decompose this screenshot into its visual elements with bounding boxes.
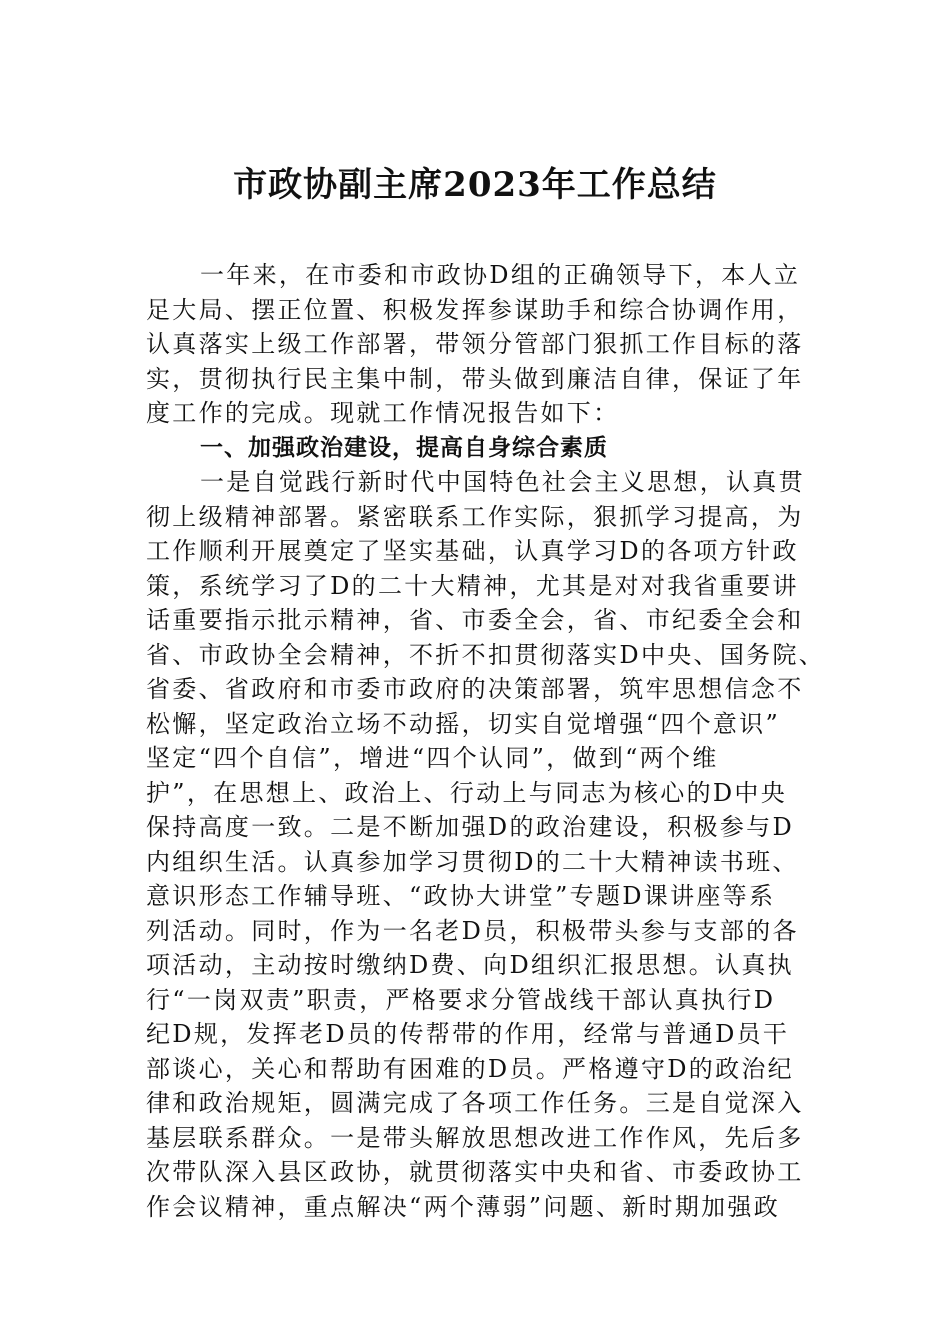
paragraph-line: 意识形态工作辅导班、“政协大讲堂”专题D课讲座等系 (146, 882, 776, 910)
paragraph-line: 次带队深入县区政协，就贯彻落实中央和省、市委政协工 (146, 1158, 804, 1186)
paragraph-line: 省委、省政府和市委市政府的决策部署，筑牢思想信念不 (146, 675, 804, 703)
paragraph-line: 律和政治规矩，圆满完成了各项工作任务。三是自觉深入 (146, 1089, 804, 1117)
paragraph-line: 省、市政协全会精神，不折不扣贯彻落实D中央、国务院、 (146, 640, 826, 669)
paragraph-line: 基层联系群众。一是带头解放思想改进工作作风，先后多 (146, 1123, 804, 1152)
paragraph-line: 内组织生活。认真参加学习贯彻D的二十大精神读书班、 (146, 847, 799, 876)
document-title: 市政协副主席2023年工作总结 (233, 165, 717, 205)
section-heading: 一、加强政治建设，提高自身综合素质 (200, 434, 608, 461)
paragraph-intro-line: 足大局、摆正位置、积极发挥参谋助手和综合协调作用， (146, 295, 804, 324)
paragraph-line: 作会议精神，重点解决“两个薄弱”问题、新时期加强政 (146, 1192, 781, 1221)
document-body (146, 258, 826, 1224)
paragraph-line: 一是自觉践行新时代中国特色社会主义思想，认真贯 (200, 468, 805, 496)
paragraph-intro-line: 度工作的完成。现就工作情况报告如下： (146, 399, 620, 427)
paragraph-line: 列活动。同时，作为一名老D员，积极带头参与支部的各 (146, 916, 799, 945)
paragraph-intro-line: 一年来，在市委和市政协D组的正确领导下，本人立 (200, 261, 801, 289)
paragraph-intro-line: 实，贯彻执行民主集中制，带头做到廉洁自律，保证了年 (146, 364, 804, 393)
paragraph-line: 彻上级精神部署。紧密联系工作实际，狠抓学习提高，为 (146, 502, 804, 531)
paragraph-line: 项活动，主动按时缴纳D费、向D组织汇报思想。认真执 (146, 951, 794, 979)
paragraph-intro-line: 认真落实上级工作部署，带领分管部门狠抓工作目标的落 (146, 330, 804, 358)
paragraph-line: 护”，在思想上、政治上、行动上与同志为核心的D中央 (146, 778, 788, 807)
paragraph-line: 保持高度一致。二是不断加强D的政治建设，积极参与D (146, 813, 794, 841)
paragraph-line: 部谈心，关心和帮助有困难的D员。严格遵守D的政治纪 (146, 1054, 794, 1083)
paragraph-line: 纪D规，发挥老D员的传帮带的作用，经常与普通D员干 (146, 1020, 790, 1048)
paragraph-line: 松懈，坚定政治立场不动摇，切实自觉增强“四个意识” (146, 709, 781, 738)
paragraph-line: 坚定“四个自信”，增进“四个认同”，做到“两个维 (146, 744, 719, 772)
paragraph-line: 策，系统学习了D的二十大精神，尤其是对对我省重要讲 (146, 571, 799, 600)
paragraph-line: 工作顺利开展奠定了坚实基础，认真学习D的各项方针政 (146, 537, 799, 565)
paragraph-line: 行“一岗双责”职责，严格要求分管战线干部认真执行D (146, 985, 776, 1014)
paragraph-line: 话重要指示批示精神，省、市委全会，省、市纪委全会和 (146, 606, 804, 634)
